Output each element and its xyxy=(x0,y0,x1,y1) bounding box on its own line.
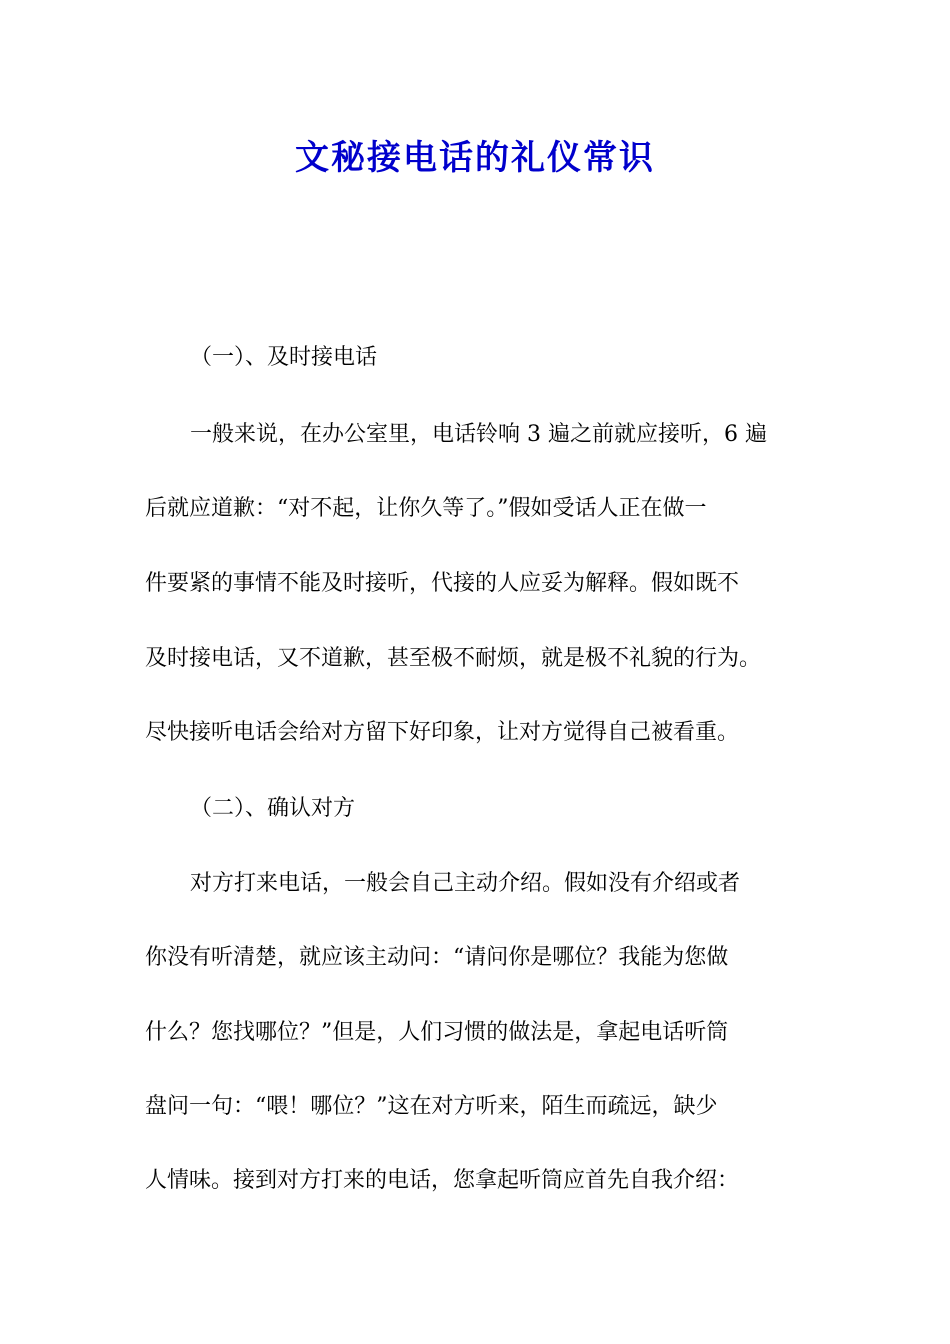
paragraph-line: 对方打来电话，一般会自己主动介绍。假如没有介绍或者 xyxy=(190,871,741,896)
paragraph-line: 什么？您找哪位？”但是，人们习惯的做法是，拿起电话听筒 xyxy=(145,1020,729,1045)
paragraph-line: 件要紧的事情不能及时接听，代接的人应妥为解释。假如既不 xyxy=(145,571,740,596)
section-heading-1: （一）、及时接电话 xyxy=(190,345,378,370)
paragraph-line: 尽快接听电话会给对方留下好印象，让对方觉得自己被看重。 xyxy=(145,720,740,745)
paragraph-line: 你没有听清楚，就应该主动问：“请问你是哪位？我能为您做 xyxy=(145,945,729,970)
paragraph-line: 一般来说，在办公室里，电话铃响 3 遍之前就应接听，6 遍 xyxy=(190,422,767,447)
paragraph-line: 后就应道歉：“对不起，让你久等了。”假如受话人正在做一 xyxy=(145,496,707,521)
document-title: 文秘接电话的礼仪常识 xyxy=(295,138,655,178)
paragraph-line: 及时接电话，又不道歉，甚至极不耐烦，就是极不礼貌的行为。 xyxy=(145,646,762,671)
section-heading-2: （二）、确认对方 xyxy=(190,796,356,821)
paragraph-line: 人情味。接到对方打来的电话，您拿起听筒应首先自我介绍： xyxy=(145,1168,740,1193)
paragraph-line: 盘问一句：“喂！哪位？”这在对方听来，陌生而疏远，缺少 xyxy=(145,1094,718,1119)
